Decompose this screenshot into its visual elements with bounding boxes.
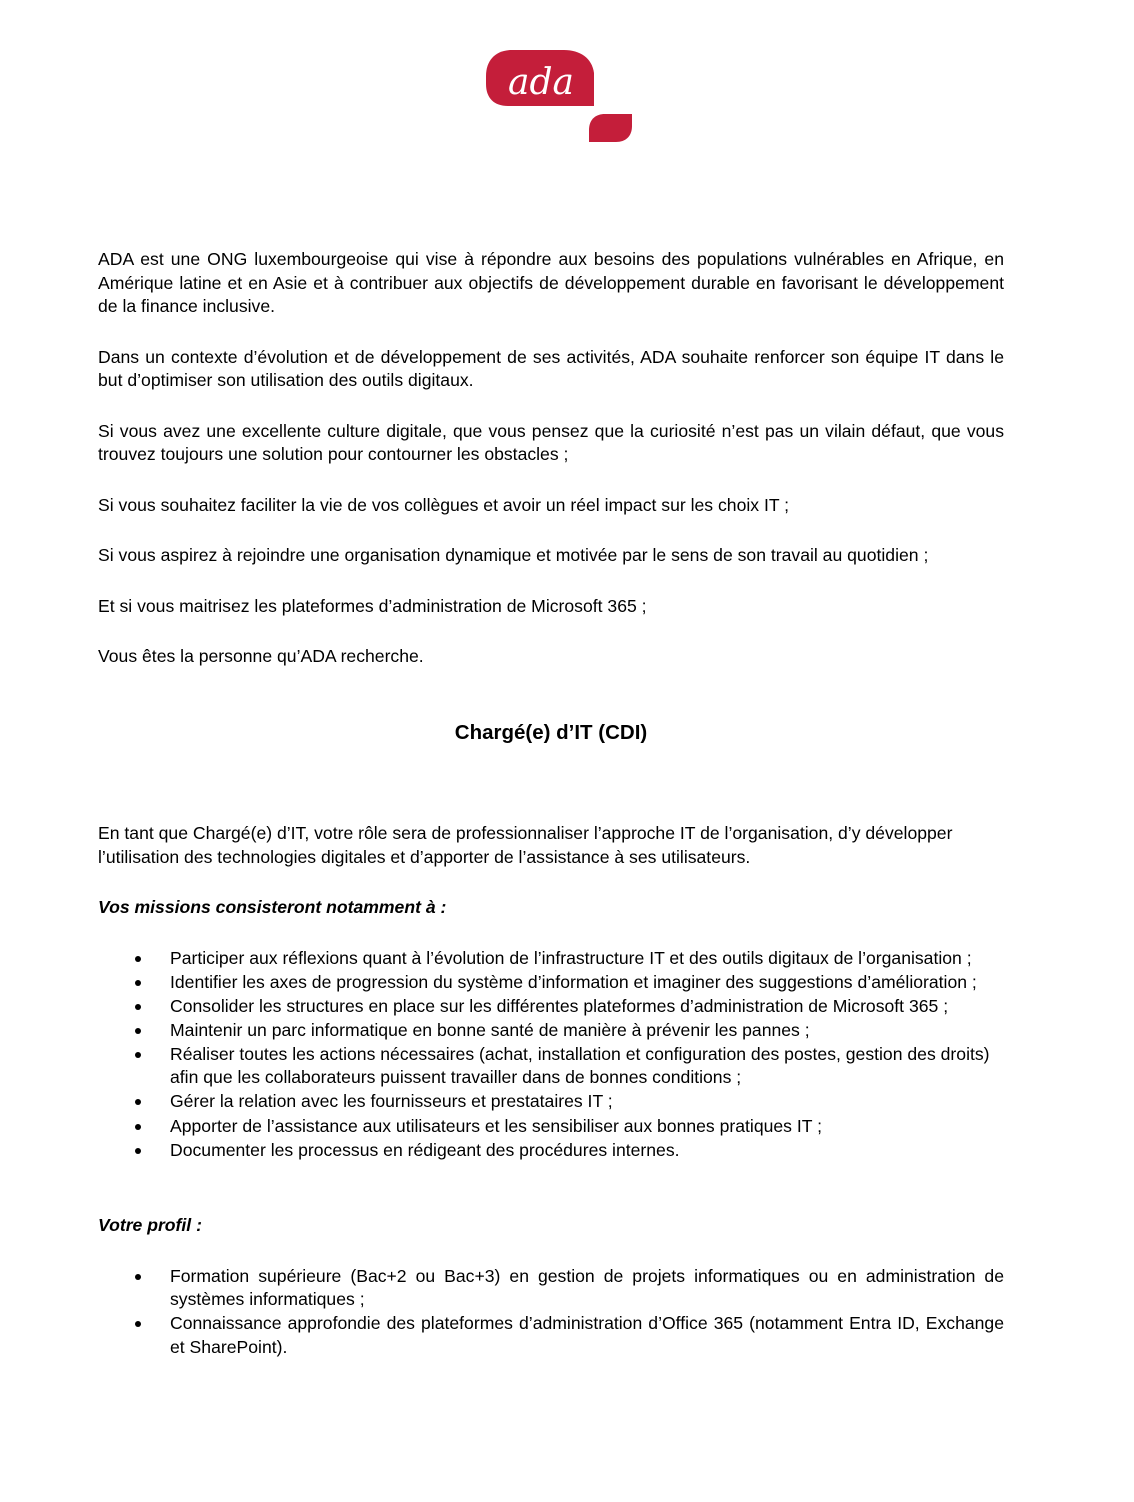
profile-heading: Votre profil : <box>98 1215 202 1236</box>
job-title: Chargé(e) d’IT (CDI) <box>454 720 648 744</box>
mission-item: Consolider les structures en place sur les différentes plateformes d’administration de Microsoft 365 ; <box>98 995 1004 1019</box>
logo-small-shape <box>589 114 632 142</box>
mission-item: Réaliser toutes les actions nécessaires (achat, installation et configuration des postes, gestion des droits) afin que les collaborateurs puissent travailler dans de bonnes conditions ; <box>98 1043 1004 1090</box>
intro-paragraph-4: Si vous souhaitez faciliter la vie de vos collègues et avoir un réel impact sur les choix IT ; <box>98 494 790 515</box>
profile-list <box>98 1265 1004 1360</box>
intro-paragraph-7: Vous êtes la personne qu’ADA recherche. <box>98 646 424 666</box>
profile-item: Connaissance approfondie des plateformes d’administration d’Office 365 (notamment Entra ID, Exchange et SharePoint). <box>98 1312 1004 1359</box>
missions-list <box>98 947 1004 1163</box>
intro-paragraph-3: Si vous avez une excellente culture digitale, que vous pensez que la curiosité n’est pas un vilain défaut, que vous trouvez toujours une solution pour contourner les obstacles ; <box>98 420 1004 464</box>
profile-item: Formation supérieure (Bac+2 ou Bac+3) en gestion de projets informatiques ou en administration de systèmes informatiques ; <box>98 1265 1004 1312</box>
missions-heading: Vos missions consisteront notamment à : <box>98 897 447 917</box>
mission-item: Identifier les axes de progression du système d’information et imaginer des suggestions d’amélioration ; <box>98 971 1004 995</box>
mission-item: Gérer la relation avec les fournisseurs et prestataires IT ; <box>98 1090 1004 1114</box>
mission-item: Documenter les processus en rédigeant des procédures internes. <box>98 1139 1004 1163</box>
job-posting-body <box>98 248 1004 1360</box>
mission-item: Maintenir un parc informatique en bonne santé de manière à prévenir les pannes ; <box>98 1019 1004 1043</box>
mission-item: Apporter de l’assistance aux utilisateurs et les sensibiliser aux bonnes pratiques IT ; <box>98 1115 1004 1139</box>
role-description: En tant que Chargé(e) d’IT, votre rôle sera de professionnaliser l’approche IT de l’organisation, d’y développer l’utilisation des technologies digitales et d’apporter de l’assistance à ses utilisateurs. <box>98 823 953 867</box>
intro-paragraph-5: Si vous aspirez à rejoindre une organisation dynamique et motivée par le sens de son travail au quotidien ; <box>98 545 929 565</box>
intro-paragraph-2: Dans un contexte d’évolution et de développement de ses activités, ADA souhaite renforcer son équipe IT dans le but d’optimiser son utilisation des outils digitaux. <box>98 346 1004 390</box>
mission-item: Participer aux réflexions quant à l’évolution de l’infrastructure IT et des outils digitaux de l’organisation ; <box>98 947 1004 971</box>
intro-paragraph-6: Et si vous maitrisez les plateformes d’administration de Microsoft 365 ; <box>98 595 647 616</box>
ada-logo <box>484 48 634 144</box>
logo-text: ada <box>508 62 574 103</box>
intro-paragraph-1: ADA est une ONG luxembourgeoise qui vise à répondre aux besoins des populations vulnérables en Afrique, en Amérique latine et en Asie et à contribuer aux objectifs de développement durable en favorisant le développement de la finance inclusive. <box>98 249 1004 316</box>
